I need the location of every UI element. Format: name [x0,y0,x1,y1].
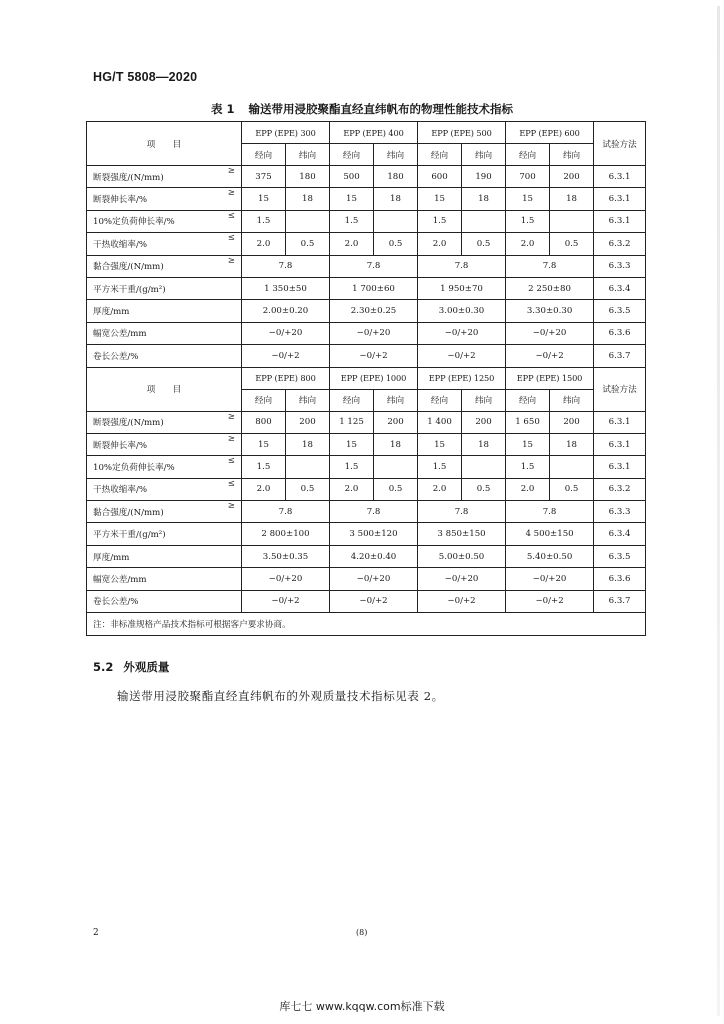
row-label [87,277,242,299]
value-cell: 7.8 [506,501,594,523]
method-cell: 6.3.5 [594,545,646,567]
method-cell: 6.3.3 [594,501,646,523]
table-row [87,277,646,299]
row-label [87,501,242,523]
value-cell: 7.8 [418,255,506,277]
value-cell [550,456,594,478]
method-cell: 6.3.1 [594,433,646,455]
row-label [87,411,242,433]
spec-table [86,121,646,636]
grade-header: EPP (EPE) 800 [242,367,330,389]
table-row [87,322,646,344]
table-row [87,568,646,590]
value-cell: −0/+20 [330,322,418,344]
value-cell: 7.8 [330,501,418,523]
row-label-text: 10%定负荷伸长率/% [93,217,175,228]
method-cell: 6.3.4 [594,523,646,545]
table-caption-number: 表 1 [210,102,235,116]
row-comparison-symbol: ≥ [227,255,235,266]
value-cell: 3 500±120 [330,523,418,545]
value-cell: 5.00±0.50 [418,545,506,567]
table-row [87,345,646,367]
value-cell: 2.0 [330,478,374,500]
table-row [87,501,646,523]
table-header-row [87,367,646,389]
row-label-text: 幅宽公差/mm [93,329,147,340]
value-cell: 2.0 [418,233,462,255]
grade-header: EPP (EPE) 1250 [418,367,506,389]
value-cell: 18 [286,433,330,455]
value-cell: 1.5 [418,456,462,478]
row-comparison-symbol: ≥ [227,411,235,422]
row-label [87,255,242,277]
method-header: 试验方法 [594,367,646,411]
row-label-text: 10%定负荷伸长率/% [93,462,175,473]
method-cell: 6.3.2 [594,478,646,500]
value-cell: 18 [374,188,418,210]
weft-header: 纬向 [462,389,506,411]
value-cell: 2.0 [506,233,550,255]
value-cell: 5.40±0.50 [506,545,594,567]
weft-header: 纬向 [286,144,330,166]
method-cell: 6.3.5 [594,300,646,322]
row-label-text: 平方米干重/(g/m²) [93,530,166,541]
table-row [87,188,646,210]
value-cell [374,456,418,478]
row-label [87,322,242,344]
method-cell: 6.3.2 [594,233,646,255]
value-cell: 18 [550,433,594,455]
value-cell: 200 [550,166,594,188]
table-caption-title: 输送带用浸胶聚酯直经直纬帆布的物理性能技术指标 [248,102,513,116]
row-comparison-symbol: ≥ [227,501,235,512]
value-cell: 7.8 [242,501,330,523]
row-label-text: 断裂强度/(N/mm) [93,172,164,183]
row-label [87,433,242,455]
grade-header: EPP (EPE) 300 [242,122,330,144]
value-cell [550,210,594,232]
row-label-text: 干热收缩率/% [93,485,148,496]
row-label [87,166,242,188]
warp-header: 经向 [330,389,374,411]
row-label-text: 干热收缩率/% [93,239,148,250]
value-cell: −0/+2 [418,590,506,612]
value-cell: 1 950±70 [418,277,506,299]
value-cell: 18 [462,433,506,455]
weft-header: 纬向 [550,389,594,411]
value-cell: 375 [242,166,286,188]
value-cell: −0/+20 [506,322,594,344]
page-number: 2 [93,928,99,938]
row-label-text: 黏合强度/(N/mm) [93,262,164,273]
table-row [87,300,646,322]
table-note-row [87,613,646,636]
method-cell: 6.3.1 [594,210,646,232]
value-cell: −0/+20 [242,568,330,590]
grade-header: EPP (EPE) 500 [418,122,506,144]
table-row [87,478,646,500]
value-cell: 7.8 [506,255,594,277]
value-cell: 1.5 [506,210,550,232]
value-cell: 190 [462,166,506,188]
value-cell: 0.5 [462,478,506,500]
weft-header: 纬向 [374,389,418,411]
page-mark: (8) [356,928,368,937]
row-label [87,568,242,590]
value-cell: 3.00±0.30 [418,300,506,322]
value-cell: 15 [330,188,374,210]
row-label-text: 黏合强度/(N/mm) [93,507,164,518]
warp-header: 经向 [418,389,462,411]
value-cell: 2.00±0.20 [242,300,330,322]
row-label [87,478,242,500]
method-cell: 6.3.4 [594,277,646,299]
row-label [87,233,242,255]
value-cell: 0.5 [462,233,506,255]
value-cell: 15 [418,433,462,455]
value-cell: 700 [506,166,550,188]
section-title: 外观质量 [123,660,170,674]
value-cell: 4.20±0.40 [330,545,418,567]
method-cell: 6.3.7 [594,590,646,612]
row-label-text: 幅宽公差/mm [93,574,147,585]
row-label-text: 卷长公差/% [93,351,139,362]
value-cell: −0/+2 [506,345,594,367]
warp-header: 经向 [506,389,550,411]
value-cell: −0/+20 [330,568,418,590]
row-comparison-symbol: ≤ [227,233,235,244]
value-cell: 2.30±0.25 [330,300,418,322]
value-cell: −0/+20 [242,322,330,344]
value-cell: 500 [330,166,374,188]
value-cell: −0/+20 [418,322,506,344]
value-cell: 0.5 [286,478,330,500]
value-cell: 18 [550,188,594,210]
grade-header: EPP (EPE) 1500 [506,367,594,389]
row-label-text: 厚度/mm [93,307,130,318]
value-cell: 15 [242,433,286,455]
table-header-row [87,122,646,144]
value-cell: −0/+20 [506,568,594,590]
value-cell: −0/+2 [242,345,330,367]
value-cell: 18 [462,188,506,210]
value-cell: 2.0 [242,478,286,500]
value-cell [462,456,506,478]
table-row [87,166,646,188]
value-cell: 2 800±100 [242,523,330,545]
table-row [87,545,646,567]
value-cell: 200 [550,411,594,433]
row-comparison-symbol: ≥ [227,188,235,199]
row-label [87,590,242,612]
value-cell: 180 [374,166,418,188]
row-label [87,523,242,545]
table-row [87,433,646,455]
value-cell: 0.5 [286,233,330,255]
table-row [87,523,646,545]
value-cell: 1.5 [330,210,374,232]
method-cell: 6.3.1 [594,166,646,188]
warp-header: 经向 [506,144,550,166]
value-cell: 7.8 [418,501,506,523]
value-cell: 2.0 [242,233,286,255]
standard-code: HG/T 5808—2020 [93,70,198,84]
value-cell: 18 [374,433,418,455]
value-cell: 0.5 [374,233,418,255]
value-cell: 4 500±150 [506,523,594,545]
value-cell: −0/+2 [506,590,594,612]
method-cell: 6.3.6 [594,322,646,344]
scan-edge [717,6,720,1016]
row-label [87,300,242,322]
value-cell: 0.5 [374,478,418,500]
weft-header: 纬向 [462,144,506,166]
value-cell: 15 [242,188,286,210]
value-cell: 1 125 [330,411,374,433]
row-label-text: 断裂伸长率/% [93,440,148,451]
method-cell: 6.3.1 [594,188,646,210]
method-cell: 6.3.6 [594,568,646,590]
value-cell: 15 [506,433,550,455]
value-cell: 7.8 [242,255,330,277]
value-cell: 1 650 [506,411,550,433]
row-comparison-symbol: ≤ [227,478,235,489]
weft-header: 纬向 [374,144,418,166]
value-cell: 15 [506,188,550,210]
warp-header: 经向 [242,144,286,166]
value-cell: 600 [418,166,462,188]
item-header: 项 目 [87,122,242,166]
row-label [87,456,242,478]
method-cell: 6.3.1 [594,456,646,478]
method-header: 试验方法 [594,122,646,166]
table-note: 注：非标准规格产品技术指标可根据客户要求协商。 [87,613,646,636]
value-cell: 200 [374,411,418,433]
table-row [87,255,646,277]
value-cell: 180 [286,166,330,188]
value-cell: 1.5 [242,456,286,478]
method-cell: 6.3.3 [594,255,646,277]
value-cell: 15 [330,433,374,455]
weft-header: 纬向 [286,389,330,411]
weft-header: 纬向 [550,144,594,166]
row-comparison-symbol: ≥ [227,166,235,176]
value-cell: 0.5 [550,478,594,500]
value-cell: 1.5 [418,210,462,232]
table-row [87,210,646,232]
value-cell: 1 400 [418,411,462,433]
row-label-text: 厚度/mm [93,552,130,563]
value-cell: 18 [286,188,330,210]
value-cell: 3 850±150 [418,523,506,545]
value-cell [374,210,418,232]
table-row [87,411,646,433]
value-cell [286,456,330,478]
table-row [87,233,646,255]
value-cell: 1.5 [242,210,286,232]
row-label [87,188,242,210]
warp-header: 经向 [242,389,286,411]
value-cell: 800 [242,411,286,433]
value-cell: 200 [462,411,506,433]
section-heading [93,659,169,675]
row-label-text: 断裂强度/(N/mm) [93,418,164,429]
value-cell: 2.0 [330,233,374,255]
value-cell: −0/+2 [330,345,418,367]
table-caption [0,101,724,117]
row-label-text: 卷长公差/% [93,597,139,608]
section-number: 5.2 [93,660,114,674]
value-cell: −0/+2 [330,590,418,612]
value-cell: 200 [286,411,330,433]
row-comparison-symbol: ≤ [227,210,235,221]
grade-header: EPP (EPE) 400 [330,122,418,144]
value-cell: 15 [418,188,462,210]
row-label [87,545,242,567]
value-cell: 7.8 [330,255,418,277]
warp-header: 经向 [330,144,374,166]
value-cell: 1.5 [330,456,374,478]
table-row [87,456,646,478]
row-comparison-symbol: ≤ [227,456,235,467]
row-label [87,210,242,232]
value-cell: −0/+2 [242,590,330,612]
row-label-text: 断裂伸长率/% [93,195,148,206]
value-cell: −0/+2 [418,345,506,367]
value-cell: 1 700±60 [330,277,418,299]
row-comparison-symbol: ≥ [227,433,235,444]
section-paragraph: 输送带用浸胶聚酯直经直纬帆布的外观质量技术指标见表 2。 [117,689,444,703]
grade-header: EPP (EPE) 1000 [330,367,418,389]
method-cell: 6.3.7 [594,345,646,367]
value-cell: 3.30±0.30 [506,300,594,322]
value-cell: −0/+20 [418,568,506,590]
value-cell [286,210,330,232]
footer-watermark: 库七七 www.kqqw.com标准下载 [279,1000,445,1013]
row-label [87,345,242,367]
value-cell [462,210,506,232]
value-cell: 1.5 [506,456,550,478]
value-cell: 2.0 [418,478,462,500]
value-cell: 3.50±0.35 [242,545,330,567]
value-cell: 2.0 [506,478,550,500]
grade-header: EPP (EPE) 600 [506,122,594,144]
value-cell: 2 250±80 [506,277,594,299]
method-cell: 6.3.1 [594,411,646,433]
warp-header: 经向 [418,144,462,166]
item-header: 项 目 [87,367,242,411]
table-row [87,590,646,612]
row-label-text: 平方米干重/(g/m²) [93,284,166,295]
value-cell: 1 350±50 [242,277,330,299]
value-cell: 0.5 [550,233,594,255]
